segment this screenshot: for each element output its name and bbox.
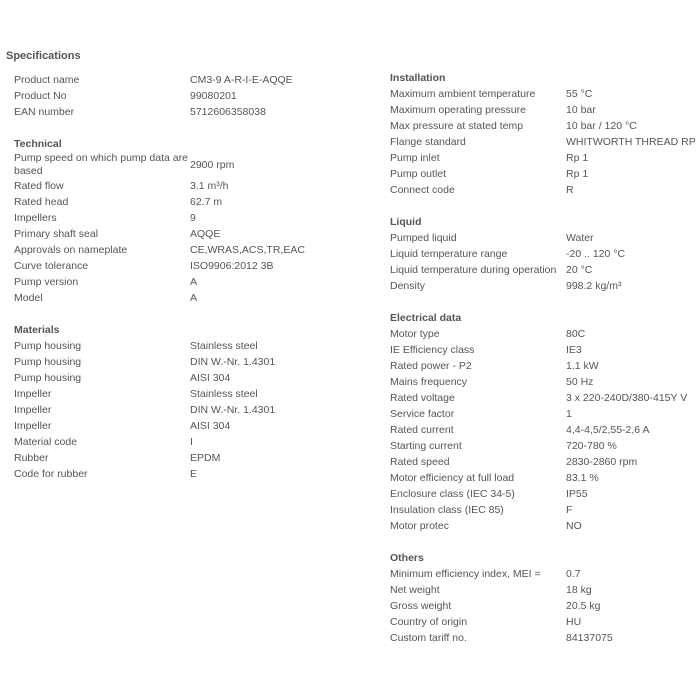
- spec-value: 84137075: [566, 631, 613, 644]
- spec-row: [14, 370, 324, 386]
- spec-label: Custom tariff no.: [390, 631, 467, 644]
- spec-value: Rp 1: [566, 167, 589, 180]
- spec-label: Product name: [14, 73, 80, 86]
- spec-value: 80C: [566, 327, 586, 340]
- spec-row: [390, 470, 700, 486]
- spec-label: Service factor: [390, 407, 455, 420]
- spec-label: EAN number: [14, 105, 75, 118]
- spec-value: Rp 1: [566, 151, 589, 164]
- spec-value: CM3-9 A-R-I-E-AQQE: [190, 73, 293, 86]
- spec-label: Mains frequency: [390, 375, 468, 388]
- spec-label: Density: [390, 279, 426, 292]
- spec-value: F: [566, 503, 573, 516]
- spec-row: [390, 630, 700, 646]
- spec-value: A: [190, 291, 198, 304]
- spec-row: [14, 178, 324, 194]
- spec-label: Impellers: [14, 211, 57, 224]
- spec-value: 10 bar: [566, 103, 596, 116]
- spec-value: -20 .. 120 °C: [566, 247, 626, 260]
- spec-value: AISI 304: [190, 419, 231, 432]
- spec-value: HU: [566, 615, 582, 628]
- spec-value: Stainless steel: [190, 387, 258, 400]
- spec-row: [390, 614, 700, 630]
- spec-row: [14, 450, 324, 466]
- spec-row: [390, 422, 700, 438]
- spec-label: Impeller: [14, 403, 52, 416]
- spec-value: 20.5 kg: [566, 599, 601, 612]
- spec-value: R: [566, 183, 574, 196]
- spec-label: Code for rubber: [14, 467, 88, 480]
- spec-label: Flange standard: [390, 135, 466, 148]
- spec-value: 55 °C: [566, 87, 593, 100]
- spec-value: Water: [566, 231, 594, 244]
- spec-value: 1: [566, 407, 572, 420]
- spec-value: 5712606358038: [190, 105, 266, 118]
- spec-row: [14, 194, 324, 210]
- spec-label: Enclosure class (IEC 34-5): [390, 487, 515, 500]
- spec-value: 3 x 220-240D/380-415Y V: [566, 391, 688, 404]
- spec-value: EPDM: [190, 451, 221, 464]
- spec-value: IE3: [566, 343, 582, 356]
- spec-value: 998.2 kg/m³: [566, 279, 622, 292]
- section-heading: Installation: [390, 72, 446, 84]
- spec-label: Curve tolerance: [14, 259, 89, 272]
- spec-value: Stainless steel: [190, 339, 258, 352]
- spec-row: [14, 210, 324, 226]
- spec-row: [390, 262, 700, 278]
- spec-value: 18 kg: [566, 583, 592, 596]
- spec-value: 50 Hz: [566, 375, 594, 388]
- spec-value: CE,WRAS,ACS,TR,EAC: [190, 243, 305, 256]
- spec-value: 3.1 m³/h: [190, 179, 229, 192]
- spec-row: [14, 274, 324, 290]
- spec-label: Rated power - P2: [390, 359, 472, 372]
- spec-row: [390, 230, 700, 246]
- spec-label: Rated head: [14, 195, 69, 208]
- spec-row: [390, 150, 700, 166]
- spec-label: Impeller: [14, 387, 52, 400]
- spec-value: 0.7: [566, 567, 581, 580]
- spec-label: Pumped liquid: [390, 231, 457, 244]
- spec-row: [390, 118, 700, 134]
- section-general: [14, 72, 324, 120]
- spec-label: Gross weight: [390, 599, 452, 612]
- spec-row: [390, 566, 700, 582]
- spec-value: DIN W.-Nr. 1.4301: [190, 403, 276, 416]
- spec-value: AISI 304: [190, 371, 231, 384]
- spec-row: [14, 354, 324, 370]
- section-heading: Technical: [14, 138, 62, 150]
- spec-label: Product No: [14, 89, 67, 102]
- section-installation: [390, 70, 700, 198]
- spec-label: Pump housing: [14, 371, 82, 384]
- spec-row: [390, 102, 700, 118]
- spec-value: NO: [566, 519, 582, 532]
- spec-row: [390, 358, 700, 374]
- left-column: [14, 72, 324, 498]
- spec-label: Material code: [14, 435, 78, 448]
- spec-row: [14, 418, 324, 434]
- spec-label: Motor protec: [390, 519, 449, 532]
- section-others: [390, 550, 700, 646]
- spec-label: IE Efficiency class: [390, 343, 475, 356]
- spec-value: 20 °C: [566, 263, 593, 276]
- spec-row: [14, 104, 324, 120]
- spec-value: AQQE: [190, 227, 221, 240]
- spec-row: [390, 246, 700, 262]
- spec-value: 2830-2860 rpm: [566, 455, 638, 468]
- section-heading: Liquid: [390, 216, 422, 228]
- spec-label: Pump version: [14, 275, 79, 288]
- spec-label: Liquid temperature range: [390, 247, 508, 260]
- spec-label: Rated flow: [14, 179, 64, 192]
- spec-label: Maximum operating pressure: [390, 103, 526, 116]
- spec-label: Connect code: [390, 183, 455, 196]
- spec-row: [14, 434, 324, 450]
- spec-row: [390, 166, 700, 182]
- spec-row: [14, 402, 324, 418]
- spec-label: Starting current: [390, 439, 462, 452]
- spec-label: Motor type: [390, 327, 440, 340]
- section-electrical-data: [390, 310, 700, 534]
- section-heading: Materials: [14, 324, 60, 336]
- spec-row: [390, 86, 700, 102]
- spec-label: Country of origin: [390, 615, 468, 628]
- spec-row: [14, 386, 324, 402]
- spec-value: E: [190, 467, 198, 480]
- spec-row: [390, 582, 700, 598]
- right-column: [390, 70, 700, 662]
- spec-label: Model: [14, 291, 43, 304]
- spec-label: Motor efficiency at full load: [390, 471, 515, 484]
- section-technical: [14, 136, 324, 306]
- spec-row: [390, 598, 700, 614]
- spec-row: [390, 326, 700, 342]
- spec-label: Rated current: [390, 423, 454, 436]
- spec-value: I: [190, 435, 193, 448]
- spec-row: [14, 72, 324, 88]
- spec-value: DIN W.-Nr. 1.4301: [190, 355, 276, 368]
- spec-value: ISO9906:2012 3B: [190, 259, 274, 272]
- spec-row: [390, 134, 700, 150]
- spec-value: 83.1 %: [566, 471, 599, 484]
- spec-row: [390, 438, 700, 454]
- spec-row: [390, 486, 700, 502]
- spec-row: [390, 278, 700, 294]
- spec-label: Insulation class (IEC 85): [390, 503, 504, 516]
- spec-value: 2900 rpm: [190, 158, 235, 171]
- spec-row: [14, 88, 324, 104]
- spec-label: Rated voltage: [390, 391, 455, 404]
- spec-row: [390, 406, 700, 422]
- spec-row: [390, 182, 700, 198]
- spec-value: 1.1 kW: [566, 359, 599, 372]
- page-title: Specifications: [6, 50, 81, 62]
- spec-value: 9: [190, 211, 196, 224]
- section-liquid: [390, 214, 700, 294]
- spec-value: WHITWORTH THREAD RP: [566, 135, 696, 148]
- section-materials: [14, 322, 324, 482]
- spec-label: Rated speed: [390, 455, 450, 468]
- spec-label: Pump housing: [14, 355, 82, 368]
- spec-label: Pump housing: [14, 339, 82, 352]
- spec-label: Pump speed on which pump data are based: [14, 152, 188, 177]
- spec-row: [14, 290, 324, 306]
- spec-label: Minimum efficiency index, MEI =: [390, 567, 541, 580]
- spec-row: [14, 466, 324, 482]
- spec-label: Primary shaft seal: [14, 227, 99, 240]
- spec-row: [390, 374, 700, 390]
- spec-label: Impeller: [14, 419, 52, 432]
- spec-value: 720-780 %: [566, 439, 617, 452]
- spec-value: A: [190, 275, 198, 288]
- spec-label: Max pressure at stated temp: [390, 119, 524, 132]
- spec-label: Pump inlet: [390, 151, 440, 164]
- spec-value: IP55: [566, 487, 588, 500]
- spec-row: [390, 390, 700, 406]
- section-heading: Electrical data: [390, 312, 462, 324]
- spec-row: [14, 258, 324, 274]
- spec-value: 62.7 m: [190, 195, 223, 208]
- spec-row: [14, 338, 324, 354]
- spec-value: 4,4-4,5/2,55-2,6 A: [566, 423, 650, 436]
- spec-row: [390, 454, 700, 470]
- spec-row: [14, 242, 324, 258]
- spec-row: [14, 226, 324, 242]
- spec-label: Net weight: [390, 583, 440, 596]
- spec-label: Liquid temperature during operation: [390, 263, 557, 276]
- section-heading: Others: [390, 552, 424, 564]
- spec-row: [390, 502, 700, 518]
- spec-label: Pump outlet: [390, 167, 447, 180]
- spec-row: [390, 518, 700, 534]
- spec-label: Rubber: [14, 451, 49, 464]
- spec-value: 99080201: [190, 89, 237, 102]
- spec-row: [14, 152, 324, 178]
- spec-row: [390, 342, 700, 358]
- spec-label: Maximum ambient temperature: [390, 87, 536, 100]
- spec-label: Approvals on nameplate: [14, 243, 128, 256]
- spec-value: 10 bar / 120 °C: [566, 119, 637, 132]
